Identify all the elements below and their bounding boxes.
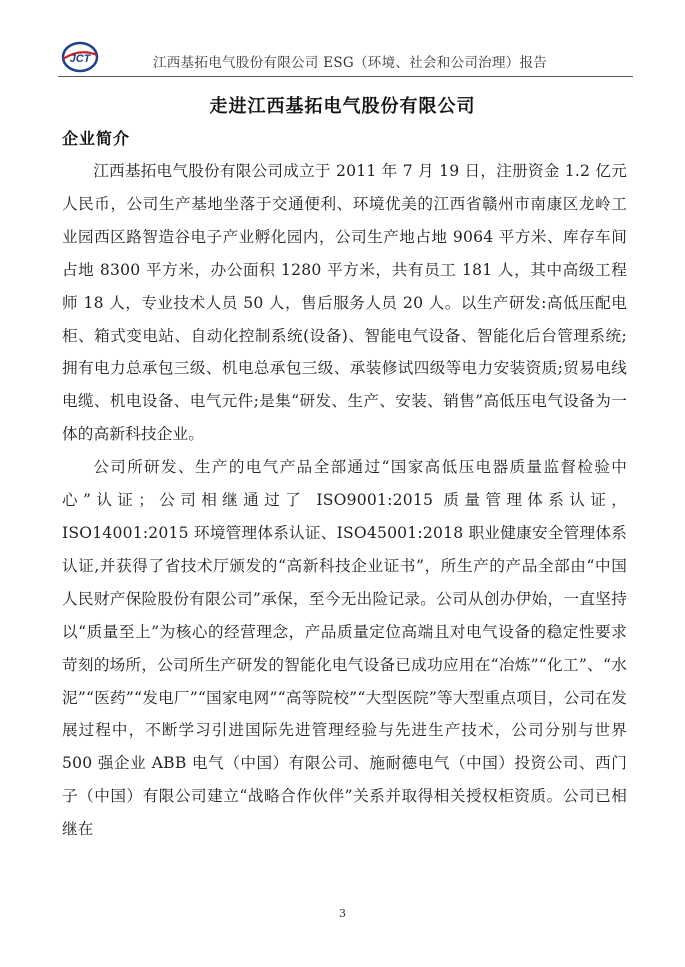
section-heading: 企业简介 <box>62 129 131 148</box>
page-header <box>58 40 633 76</box>
report-header-title: 江西基拓电气股份有限公司 ESG（环境、社会和公司治理）报告 <box>153 55 548 71</box>
header-divider <box>58 76 633 77</box>
paragraph: 江西基拓电气股份有限公司成立于 2011 年 7 月 19 日，注册资金 1.2 亿元人民币，公司生产基地坐落于交通便利、环境优美的江西省赣州市南康区龙岭工业园西区路智造谷电子产业孵化园内，公司生产地占地 9064 平方米、库存车间占地 8300 平方米，办公面积 1280 平方米，共有员工 181 人，其中高级工程师 18 人，专业技术人员 50 人，售后服务人员 20 人。以生产研发:高低压配电柜、箱式变电站、自动化控制系统(设备)、智能电气设备、智能化后台管理系统;拥有电力总承包三级、机电总承包三级、承装修试四级等电力安装资质;贸易电线电缆、机电设备、电气元件;是集“研发、生产、安装、销售”高低压电气设备为一体的高新科技企业。 <box>62 162 627 444</box>
paragraph: 公司所研发、生产的电气产品全部通过“国家高低压电器质量监督检验中心”认证；公司相继通过了 ISO9001:2015 质量管理体系认证，ISO14001:2015 环境管理体系认证、ISO45001:2018 职业健康安全管理体系认证,并获得了省技术厅颁发的“高新科技企业证书”，所生产的产品全部由“中国人民财产保险股份有限公司”承保，至今无出险记录。公司从创办伊始，一直坚持以“质量至上”为核心的经营理念，产品质量定位高端且对电气设备的稳定性要求苛刻的场所，公司所生产研发的智能化电气设备已成功应用在“冶炼”“化工”、“水泥”“医药”“发电厂”“国家电网”“高等院校”“大型医院”等大型重点项目，公司在发展过程中，不断学习引进国际先进管理经验与先进生产技术，公司分别与世界 500 强企业 ABB 电气（中国）有限公司、施耐德电气（中国）投资公司、西门子（中国）有限公司建立“战略合作伙伴”关系并取得相关授权柜资质。公司已相继在 <box>62 458 627 839</box>
company-logo-icon <box>60 40 100 74</box>
body-text <box>62 155 627 846</box>
page-title: 走进江西基拓电气股份有限公司 <box>209 96 476 117</box>
page-number: 3 <box>339 907 346 920</box>
svg-text:JCT: JCT <box>69 53 91 65</box>
